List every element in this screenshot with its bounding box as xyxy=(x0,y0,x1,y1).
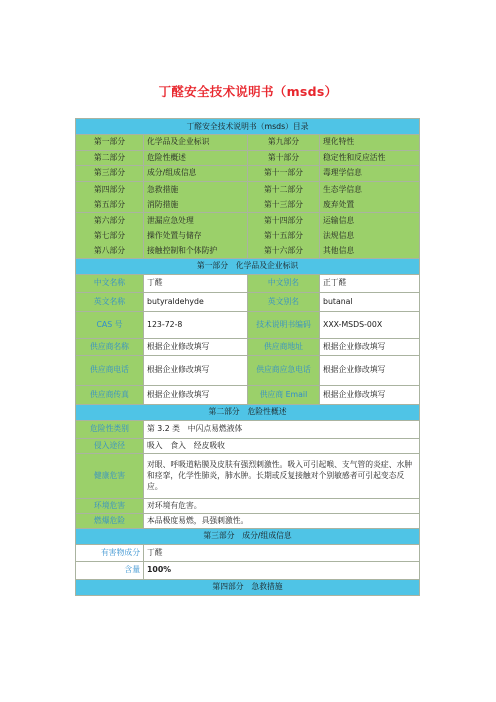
hazard-row xyxy=(76,453,420,498)
field-label: 英文别名 xyxy=(248,292,320,311)
toc-row xyxy=(76,135,420,151)
section-header-row xyxy=(76,528,420,544)
msds-table xyxy=(75,118,420,596)
toc-part-label-b: 第七部分 xyxy=(93,230,126,240)
toc-part-title-c: 其他信息 xyxy=(323,245,355,255)
hazard-row xyxy=(76,498,420,513)
field-value: 123-72-8 xyxy=(144,311,248,338)
field-value: 对眼、呼吸道粘膜及皮肤有强烈刺激性。吸入可引起喉、支气管的炎症、水肿和痉挛，化学性肺炎，肺水肿。长期或反复接触对个别敏感者可引起变态反应。 xyxy=(144,453,420,498)
section-header-row xyxy=(76,579,420,595)
toc-part-title-a: 泄漏应急处理 xyxy=(147,215,194,225)
info-row xyxy=(76,385,420,404)
toc-part-title-a: 生态学信息 xyxy=(323,184,362,194)
field-label: 中文名称 xyxy=(76,274,144,292)
toc-part-label: 第三部分 xyxy=(76,166,144,182)
field-value: 根据企业修改填写 xyxy=(320,385,420,404)
field-label: 含量 xyxy=(76,561,144,579)
toc-part-title: 成分/组成信息 xyxy=(144,166,248,182)
field-value: 丁醛 xyxy=(144,274,248,292)
toc-part-label-a: 第十四部分 xyxy=(264,215,303,225)
toc-row xyxy=(76,181,420,212)
field-value: 对环境有危害。 xyxy=(144,498,420,513)
field-label: 有害物成分 xyxy=(76,544,144,561)
field-value: 根据企业修改填写 xyxy=(144,385,248,404)
info-row xyxy=(76,292,420,311)
toc-row xyxy=(76,150,420,166)
toc-part-label-b: 第十五部分 xyxy=(264,230,303,240)
composition-row xyxy=(76,561,420,579)
toc-part-title-a: 运输信息 xyxy=(323,215,355,225)
toc-part-title-b: 操作处置与储存 xyxy=(147,230,202,240)
toc-part-label xyxy=(76,212,144,258)
field-value: 正丁醛 xyxy=(320,274,420,292)
toc-part-title-b: 法规信息 xyxy=(323,230,355,240)
field-label: 供应商传真 xyxy=(76,385,144,404)
toc-part-label: 第十一部分 xyxy=(248,166,320,182)
toc-part-title-c: 接触控制和个体防护 xyxy=(147,245,218,255)
info-row xyxy=(76,311,420,338)
toc-part-label: 第九部分 xyxy=(248,135,320,151)
field-label: 技术说明书编码 xyxy=(248,311,320,338)
field-value: butyraldehyde xyxy=(144,292,248,311)
toc-part-title-a: 急救措施 xyxy=(147,184,179,194)
toc-part-title xyxy=(144,181,248,212)
toc-part-label: 第十部分 xyxy=(248,150,320,166)
toc-part-title xyxy=(144,212,248,258)
field-label: 健康危害 xyxy=(76,453,144,498)
toc-part-title: 毒理学信息 xyxy=(320,166,420,182)
toc-header: 丁醛安全技术说明书（msds）目录 xyxy=(76,119,420,135)
field-value: 第 3.2 类 中闪点易燃液体 xyxy=(144,420,420,438)
hazard-row xyxy=(76,513,420,528)
toc-part-label: 第一部分 xyxy=(76,135,144,151)
hazard-row xyxy=(76,420,420,438)
info-row xyxy=(76,338,420,355)
toc-part-label-a: 第六部分 xyxy=(93,215,126,225)
toc-part-title: 化学品及企业标识 xyxy=(144,135,248,151)
field-label: 供应商名称 xyxy=(76,338,144,355)
field-label: 英文名称 xyxy=(76,292,144,311)
toc-part-title: 理化特性 xyxy=(320,135,420,151)
field-value: 根据企业修改填写 xyxy=(144,338,248,355)
field-value: butanal xyxy=(320,292,420,311)
toc-part-label-b: 第十三部分 xyxy=(264,199,303,209)
toc-part-title: 危险性概述 xyxy=(144,150,248,166)
section-header-part4: 第四部分 急救措施 xyxy=(76,579,420,595)
toc-part-title-b: 废弃处置 xyxy=(323,199,355,209)
toc-row xyxy=(76,166,420,182)
field-label: 燃爆危险 xyxy=(76,513,144,528)
toc-header-row xyxy=(76,119,420,135)
toc-part-label xyxy=(248,212,320,258)
field-value: 吸入 食入 经皮吸收 xyxy=(144,438,420,453)
toc-part-label: 第二部分 xyxy=(76,150,144,166)
info-row xyxy=(76,355,420,385)
toc-part-label-a: 第四部分 xyxy=(93,184,126,194)
section-header-part3: 第三部分 成分/组成信息 xyxy=(76,528,420,544)
field-label: 供应商地址 xyxy=(248,338,320,355)
field-value: 100% xyxy=(144,561,420,579)
document-title: 丁醛安全技术说明书（msds） xyxy=(158,84,338,99)
toc-part-label-c: 第八部分 xyxy=(93,245,126,255)
toc-part-title-b: 消防措施 xyxy=(147,199,179,209)
section-header-part2: 第二部分 危险性概述 xyxy=(76,404,420,420)
toc-part-label xyxy=(76,181,144,212)
info-row xyxy=(76,274,420,292)
toc-part-label-a: 第十二部分 xyxy=(264,184,303,194)
composition-row xyxy=(76,544,420,561)
field-label: 供应商电话 xyxy=(76,355,144,385)
field-label: 危险性类别 xyxy=(76,420,144,438)
toc-part-title xyxy=(320,181,420,212)
section-header-row xyxy=(76,404,420,420)
field-label: CAS 号 xyxy=(76,311,144,338)
field-value: 根据企业修改填写 xyxy=(320,355,420,385)
toc-part-label-c: 第十六部分 xyxy=(264,245,303,255)
toc-part-title xyxy=(320,212,420,258)
field-value: 本品极度易燃，具强刺激性。 xyxy=(144,513,420,528)
field-value: 丁醛 xyxy=(144,544,420,561)
toc-row xyxy=(76,212,420,258)
field-label: 中文别名 xyxy=(248,274,320,292)
toc-part-label xyxy=(248,181,320,212)
section-header-part1: 第一部分 化学品及企业标识 xyxy=(76,258,420,274)
toc-part-title: 稳定性和反应活性 xyxy=(320,150,420,166)
field-label: 环境危害 xyxy=(76,498,144,513)
field-label: 侵入途径 xyxy=(76,438,144,453)
field-value: XXX-MSDS-00X xyxy=(320,311,420,338)
field-label: 供应商应急电话 xyxy=(248,355,320,385)
field-label: 供应商 Email xyxy=(248,385,320,404)
section-header-row xyxy=(76,258,420,274)
toc-part-label-b: 第五部分 xyxy=(93,199,126,209)
field-value: 根据企业修改填写 xyxy=(144,355,248,385)
field-value: 根据企业修改填写 xyxy=(320,338,420,355)
hazard-row xyxy=(76,438,420,453)
